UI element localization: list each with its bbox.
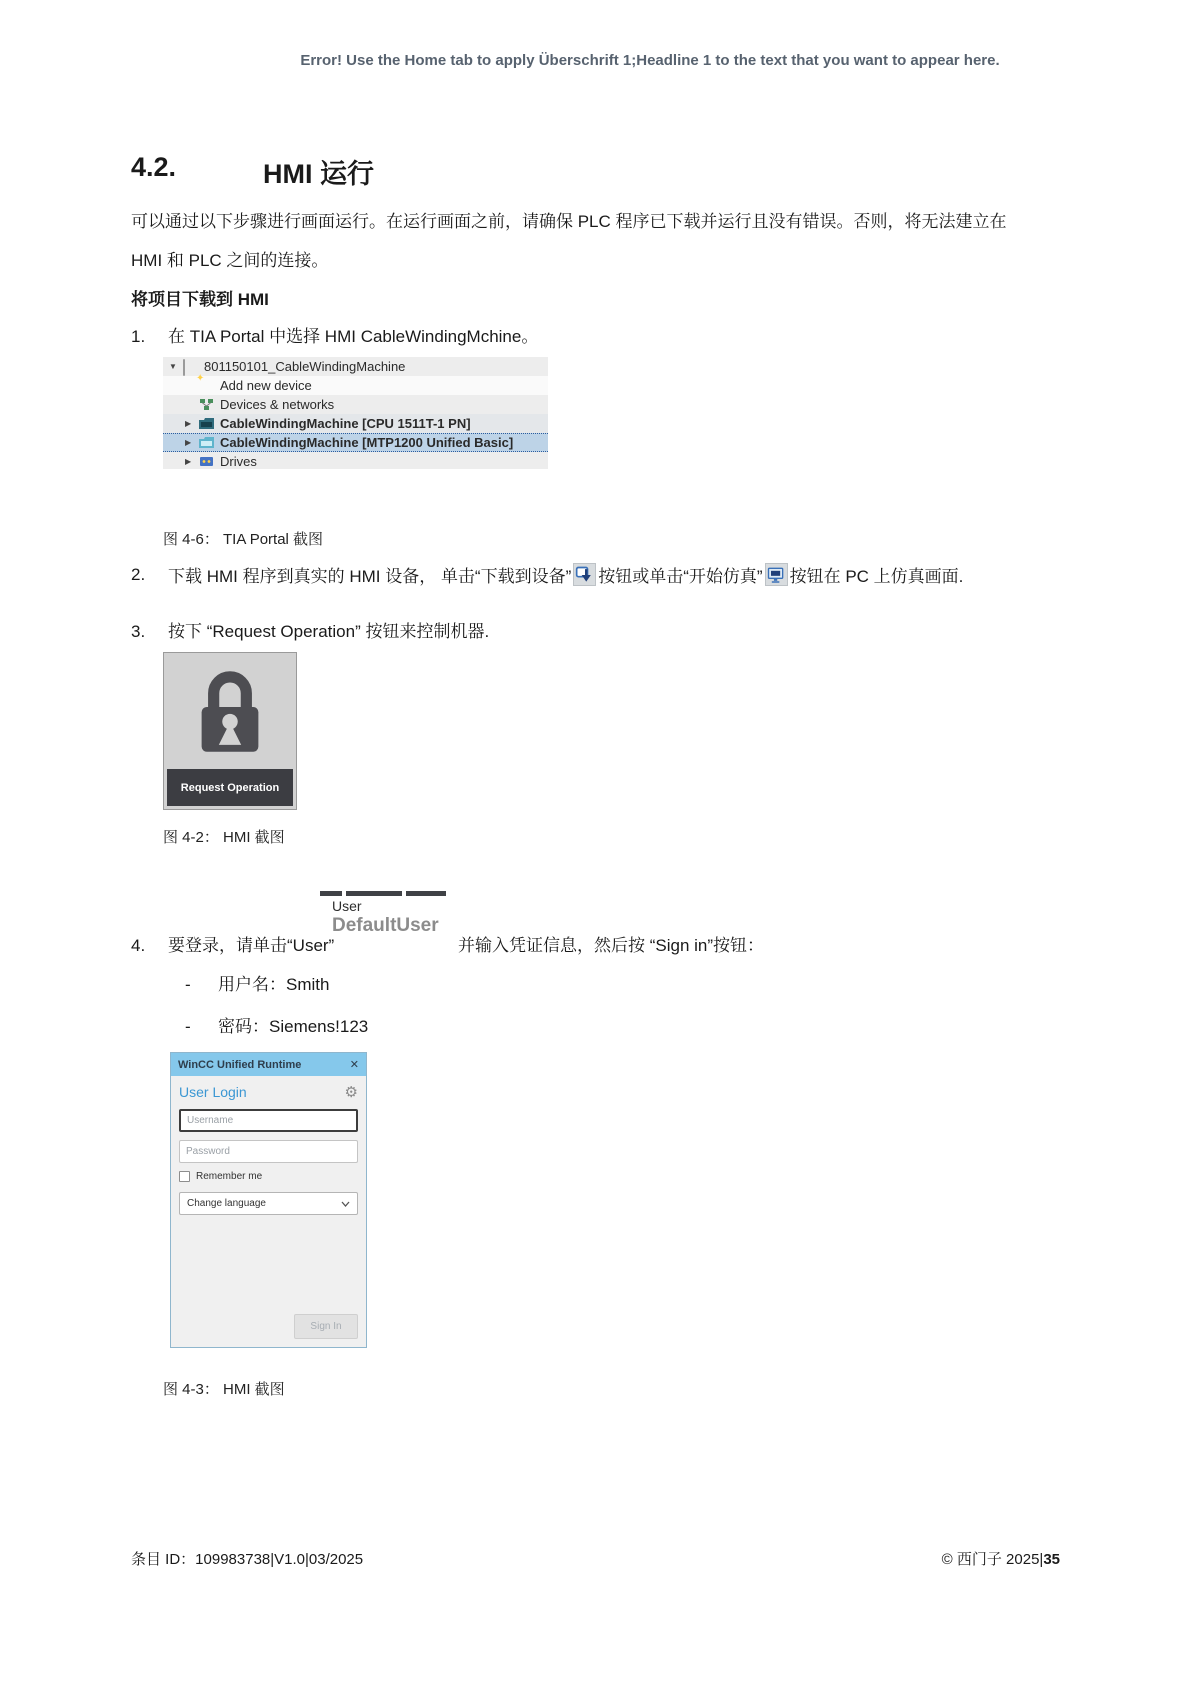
tia-portal-tree-screenshot	[163, 357, 548, 469]
step-1-text: 在 TIA Portal 中选择 HMI CableWindingMchine。	[168, 327, 539, 346]
remember-me-label: Remember me	[196, 1171, 263, 1182]
username-value: 用户名：Smith	[218, 975, 330, 994]
tree-label[interactable]: CableWindingMachine [MTP1200 Unified Basic]	[220, 435, 514, 450]
start-simulation-icon[interactable]	[765, 563, 788, 586]
step-1	[131, 322, 538, 347]
tree-row-project[interactable]	[163, 357, 548, 376]
figure-caption-4-6: 图 4-6： TIA Portal 截图	[163, 531, 324, 548]
project-icon	[183, 360, 198, 373]
close-icon[interactable]: ✕	[349, 1059, 359, 1071]
step-2-text-middle: 按钮或单击“开始仿真”	[598, 567, 763, 586]
user-widget-divider	[320, 891, 446, 896]
plc-folder-icon	[199, 417, 214, 430]
step-2	[131, 562, 963, 587]
user-login-title: User Login	[179, 1084, 247, 1100]
step-4-text-before: 要登录，请单击“User”	[168, 936, 335, 955]
caret-right-icon[interactable]: ▶	[185, 457, 192, 466]
bullet-dash: -	[185, 975, 191, 994]
header-error-note: Error! Use the Home tab to apply Überschrift 1;Headline 1 to the text that you want to appear here.	[300, 52, 1000, 69]
tree-label[interactable]: Devices & networks	[220, 397, 335, 412]
step-3-text: 按下 “Request Operation” 按钮来控制机器.	[168, 622, 490, 641]
figure-caption-4-3: 图 4-3： HMI 截图	[163, 1381, 285, 1398]
figure-caption-4-2: 图 4-2： HMI 截图	[163, 829, 285, 846]
tree-label[interactable]: Drives	[220, 454, 257, 469]
request-operation-button[interactable]: Request Operation	[167, 769, 293, 806]
hmi-lock-screenshot	[163, 652, 297, 810]
footer-copyright: © 西门子 2025|35	[941, 1551, 1060, 1568]
dialog-window-title: WinCC Unified Runtime	[178, 1058, 302, 1071]
password-bullet	[185, 1012, 368, 1037]
tree-row-plc[interactable]	[163, 414, 548, 433]
footer-entry-id: 条目 ID：109983738|V1.0|03/2025	[131, 1551, 364, 1568]
step-2-text-before: 下载 HMI 程序到真实的 HMI 设备， 单击“下载到设备”	[168, 567, 572, 586]
tree-row-hmi-selected[interactable]	[163, 433, 548, 452]
drives-icon	[199, 455, 214, 468]
language-select[interactable]	[179, 1192, 358, 1215]
dialog-titlebar[interactable]	[171, 1053, 366, 1076]
dialog-body	[171, 1076, 366, 1347]
password-input[interactable]	[179, 1140, 358, 1163]
wincc-login-dialog	[170, 1052, 367, 1348]
section-title: HMI 运行	[263, 159, 374, 189]
tree-label[interactable]: Add new device	[220, 378, 312, 393]
username-bullet	[185, 970, 329, 995]
step-1-number: 1.	[131, 327, 146, 346]
username-input[interactable]	[179, 1109, 358, 1132]
step-4	[131, 931, 334, 956]
chevron-down-icon	[341, 1201, 350, 1207]
password-value: 密码：Siemens!123	[218, 1017, 369, 1036]
hmi-folder-icon	[199, 436, 214, 449]
user-widget-value[interactable]: DefaultUser	[332, 915, 439, 936]
add-new-device-icon	[199, 379, 214, 392]
tree-row-drives[interactable]	[163, 452, 548, 469]
user-widget-label: User	[332, 898, 362, 914]
language-select-value: Change language	[187, 1198, 266, 1209]
section-number: 4.2.	[131, 152, 177, 182]
step-2-number: 2.	[131, 564, 146, 584]
network-icon	[199, 398, 214, 411]
caret-down-icon[interactable]: ▼	[169, 362, 177, 371]
step-4-continued: 并输入凭证信息，然后按 “Sign in”按钮：	[458, 936, 765, 955]
tree-label[interactable]: 801150101_CableWindingMachine	[204, 359, 406, 374]
subheading-download-to-hmi: 将项目下载到 HMI	[131, 290, 269, 309]
download-to-device-icon[interactable]	[573, 563, 596, 586]
caret-right-icon[interactable]: ▶	[185, 438, 192, 447]
lock-icon	[187, 665, 273, 766]
tree-row-devices-networks[interactable]	[163, 395, 548, 414]
step-4-number: 4.	[131, 936, 146, 955]
caret-right-icon[interactable]: ▶	[185, 419, 192, 428]
intro-paragraph: 可以通过以下步骤进行画面运行。在运行画面之前，请确保 PLC 程序已下载并运行且没有错误。否则，将无法建立在 HMI 和 PLC 之间的连接。	[131, 212, 1007, 270]
sign-in-button[interactable]: Sign In	[294, 1314, 358, 1339]
step-3	[131, 617, 489, 642]
tree-label[interactable]: CableWindingMachine [CPU 1511T-1 PN]	[220, 416, 471, 431]
gear-icon[interactable]: ⚙	[344, 1083, 358, 1101]
footer-page-number: 35	[1043, 1551, 1060, 1568]
step-2-text-after: 按钮在 PC 上仿真画面.	[789, 567, 964, 586]
step-3-number: 3.	[131, 622, 146, 641]
remember-me-checkbox[interactable]	[179, 1171, 190, 1182]
bullet-dash: -	[185, 1017, 191, 1036]
tree-row-add-new-device[interactable]	[163, 376, 548, 395]
